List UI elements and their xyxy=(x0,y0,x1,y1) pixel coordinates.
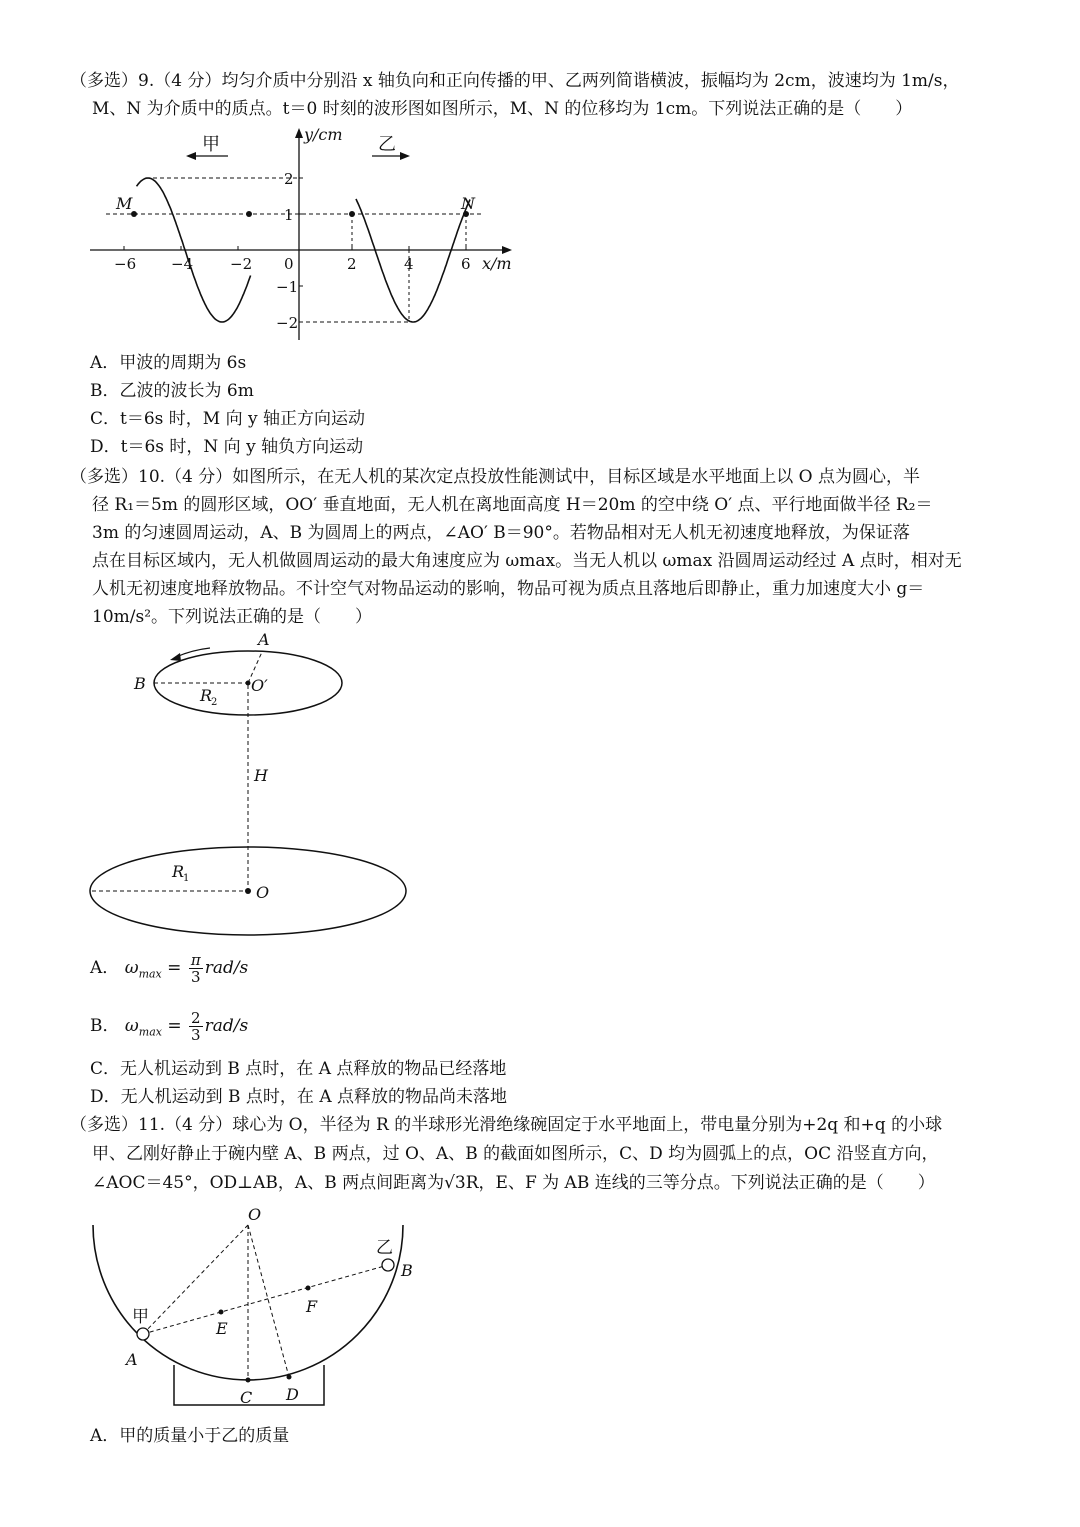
tick-x-m4: −4 xyxy=(171,255,194,273)
label-r2-sub: 2 xyxy=(211,697,218,708)
point-c xyxy=(246,1378,251,1383)
q11-stem-line1: （多选）11.（4 分）球心为 O，半径为 R 的半球形光滑绝缘碗固定于水平地面上，带电量分别为+2q 和+q 的小球 xyxy=(70,1115,943,1135)
tick-x-m2: −2 xyxy=(230,255,253,273)
ball-yi xyxy=(382,1259,394,1271)
label-a: A xyxy=(258,630,270,649)
label-r2: R xyxy=(200,686,213,705)
tick-x-4: 4 xyxy=(404,255,414,273)
q10-drone-figure xyxy=(80,625,410,945)
point-d xyxy=(287,1375,292,1380)
rotation-arrow xyxy=(176,648,210,657)
point-o xyxy=(245,888,251,894)
q9-wave-figure xyxy=(80,120,540,345)
point-o2 xyxy=(246,681,251,686)
ball-jia xyxy=(137,1328,149,1340)
point-yi-start xyxy=(349,211,355,217)
label-jia: 甲 xyxy=(132,1307,149,1327)
q9-stem-line2: M、N 为介质中的质点。t＝0 时刻的波形图如图所示，M、N 的位移均为 1cm。下列说法正确的是（ ） xyxy=(92,99,913,119)
label-m: M xyxy=(116,194,133,213)
q11-stem-line3: ∠AOC＝45°，OD⊥AB，A、B 两点间距离为√3R，E、F 为 AB 连线的三等分点。下列说法正确的是（ ） xyxy=(92,1173,935,1193)
label-r1: R xyxy=(172,862,185,881)
q10-stem-line5: 人机无初速度地释放物品。不计空气对物品运动的影响，物品可视为质点且落地后即静止，重力加速度大小 g＝ xyxy=(92,579,925,599)
line-oa xyxy=(143,1225,248,1334)
tick-y-1: 1 xyxy=(284,206,294,224)
label-y-axis: y/cm xyxy=(304,125,343,144)
label-o: O xyxy=(256,883,270,902)
q10-stem-line4: 点在目标区域内，无人机做圆周运动的最大角速度应为 ωmax。当无人机以 ωmax 沿圆周运动经过 A 点时，相对无 xyxy=(92,551,962,571)
q11-bowl-figure xyxy=(80,1200,440,1415)
tick-y-m2: −2 xyxy=(276,314,299,332)
tick-y-m1: −1 xyxy=(276,278,299,296)
point-jia-end xyxy=(246,211,252,217)
q10-stem-line6: 10m/s²。下列说法正确的是（ ） xyxy=(92,607,373,627)
line-ab xyxy=(143,1265,388,1334)
label-r1-sub: 1 xyxy=(183,873,190,884)
tick-x-0: 0 xyxy=(284,255,294,273)
q9-stem-line1: （多选）9.（4 分）均匀介质中分别沿 x 轴负向和正向传播的甲、乙两列简谐横波，振幅均为 2cm，波速均为 1m/s， xyxy=(70,71,960,91)
q10-option-a: A． $\omega_{max}$ = $\frac{\pi}{3}$ rad/s xyxy=(90,951,249,986)
label-jia: 甲 xyxy=(202,134,220,155)
label-d: D xyxy=(286,1385,299,1404)
q10-option-b: B． $\omega_{max}$ = $\frac{2}{3}$ rad/s xyxy=(90,1009,249,1044)
q11-option-a: A．甲的质量小于乙的质量 xyxy=(90,1426,290,1446)
y-axis-arrow xyxy=(295,128,303,138)
label-e: E xyxy=(216,1319,228,1338)
label-c: C xyxy=(240,1388,253,1407)
label-b: B xyxy=(401,1261,413,1280)
tick-x-2: 2 xyxy=(347,255,357,273)
q9-option-a: A．甲波的周期为 6s xyxy=(90,353,247,373)
q10-stem-line3: 3m 的匀速圆周运动，A、B 为圆周上的两点，∠AO′ B＝90°。若物品相对无人机无初速度地释放，为保证落 xyxy=(92,523,910,543)
label-o: O xyxy=(248,1205,262,1224)
label-b: B xyxy=(134,674,146,693)
tick-y-2: 2 xyxy=(284,170,294,188)
q10-option-c: C．无人机运动到 B 点时，在 A 点释放的物品已经落地 xyxy=(90,1059,507,1079)
line-od xyxy=(248,1225,289,1377)
tick-x-m6: −6 xyxy=(114,255,137,273)
point-e xyxy=(219,1310,224,1315)
x-axis-arrow xyxy=(502,246,512,254)
q9-option-b: B．乙波的波长为 6m xyxy=(90,381,254,401)
q10-option-d: D．无人机运动到 B 点时，在 A 点释放的物品尚未落地 xyxy=(90,1087,508,1107)
q11-stem-line2: 甲、乙刚好静止于碗内壁 A、B 两点，过 O、A、B 的截面如图所示，C、D 均为圆弧上的点，OC 沿竖直方向， xyxy=(92,1144,939,1164)
label-o-prime: O′ xyxy=(251,676,268,695)
q10-stem-line2: 径 R₁＝5m 的圆形区域，OO′ 垂直地面，无人机在离地面高度 H＝20m 的空中绕 O′ 点、平行地面做半径 R₂＝ xyxy=(92,495,933,515)
label-f: F xyxy=(306,1297,318,1316)
label-a: A xyxy=(126,1350,138,1369)
label-yi: 乙 xyxy=(376,1238,393,1258)
q9-option-d: D．t＝6s 时，N 向 y 轴负方向运动 xyxy=(90,437,364,457)
q10-stem-line1: （多选）10.（4 分）如图所示，在无人机的某次定点投放性能测试中，目标区域是水平地面上以 O 点为圆心，半 xyxy=(70,467,920,487)
point-f xyxy=(306,1286,311,1291)
tick-x-6: 6 xyxy=(461,255,471,273)
label-x-axis: x/m xyxy=(482,254,512,273)
label-n: N xyxy=(461,194,475,213)
label-yi: 乙 xyxy=(378,134,396,155)
q9-option-c: C．t＝6s 时，M 向 y 轴正方向运动 xyxy=(90,409,366,429)
label-h: H xyxy=(254,766,268,785)
